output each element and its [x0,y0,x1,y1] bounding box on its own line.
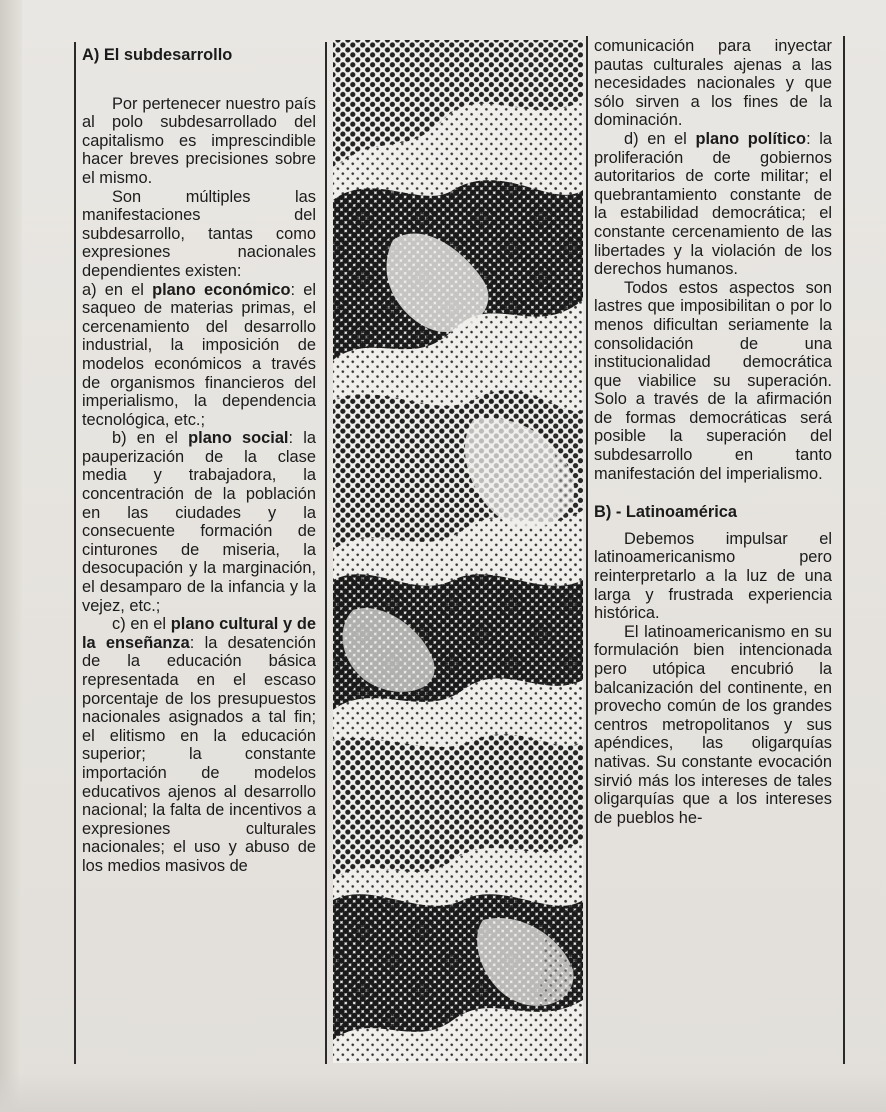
item-text: : la pauperización de la clase media y trabajadora, la concentración de la población en las ciudades y la consecuente formación de cinturones de miseria, la desocupación y la marginación, el desamparo de la infancia y la vejez, etc.; [82,429,316,615]
item-prefix: d) en el [624,129,696,148]
section-heading-latinoamerica: B) - Latinoamérica [594,503,737,522]
paragraph-comunicacion: comunicación para inyectar pautas culturales ajenas a las necesidades nacionales y que sólo sirven a los fines de la dominación. [594,37,832,130]
section-heading-subdesarrollo: A) El subdesarrollo [82,46,233,64]
section-spacer [594,483,832,503]
heading-spacer [82,65,316,95]
right-text-column [594,37,832,827]
page-edge-shadow [0,0,22,1112]
paragraph-plano-politico [594,130,832,279]
paragraph-plano-economico [82,281,316,430]
bold-term: plano social [188,429,289,448]
heading-spacer [594,522,832,530]
left-margin-rule [74,42,76,1064]
paragraph-intro: Por pertenecer nuestro país al polo subdesarrollado del capitalismo es imprescindible hacer breves precisiones sobre el mismo. [82,94,316,187]
item-prefix: b) en el [112,429,189,448]
page-bottom-shadow [0,1072,886,1112]
bold-term: plano cultural y de la enseñanza [82,615,316,652]
paragraph-manifestaciones: Son múltiples las manifestaciones del subdesarrollo, tantas como expresiones nacionales dependientes existen: [82,187,316,280]
item-prefix: a) en el [82,280,153,299]
paragraph-plano-social [82,429,316,615]
right-column-rule [586,36,588,1064]
paragraph-debemos: Debemos impulsar el latinoamericanismo pero reinterpretarlo a la luz de una larga y frustrada experiencia histórica. [594,529,832,623]
item-text: : la proliferación de gobiernos autoritarios de corte militar; el quebrantamiento constante de la estabilidad democrática; el constante cercenamiento de las libertades y la violación de los derechos humanos. [594,129,832,279]
halftone-photo [333,40,583,1063]
item-text: : la desatención de la educación básica representada en el escaso porcentaje de los presupuestos nacionales asignados a tal fin; el elitismo en la educación superior; la constante importación de modelos educativos ajenos al desarrollo nacional; la falta de incentivos a expresiones culturales nacionales; el uso y abuso de los medios masivos de [82,633,316,875]
item-prefix: c) en el [112,615,171,634]
paragraph-todos-aspectos: Todos estos aspectos son lastres que imposibilitan o por lo menos dificultan seriamente la consolidación de una institucionalidad democrática que viabilice su superación. Solo a través de la afirmación de formas democráticas será posible la superación del subdesarrollo en tanto manifestación del imperialismo. [594,278,832,483]
right-margin-rule [843,36,845,1064]
paragraph-latinoamericanismo: El latinoamericanismo en su formulación bien intencionada pero utópica encubrió la balcanización del continente, en provecho común de los grandes centros metropolitanos y sus apéndices, las oligarquías nativas. Su constante evocación sirvió más los intereses de tales oligarquías que a los intereses de pueblos he- [594,622,832,827]
left-text-column [82,46,316,876]
halftone-image [333,40,583,1063]
item-text: : el saqueo de materias primas, el cercenamiento del desarrollo industrial, la imposición de modelos económicos a través de organismos financieros del imperialismo, la dependencia tecnológica, etc.; [82,280,316,429]
paragraph-plano-cultural [82,615,316,875]
bold-term: plano político [695,129,807,148]
bold-term: plano económico [152,280,291,299]
left-column-rule [325,42,327,1064]
